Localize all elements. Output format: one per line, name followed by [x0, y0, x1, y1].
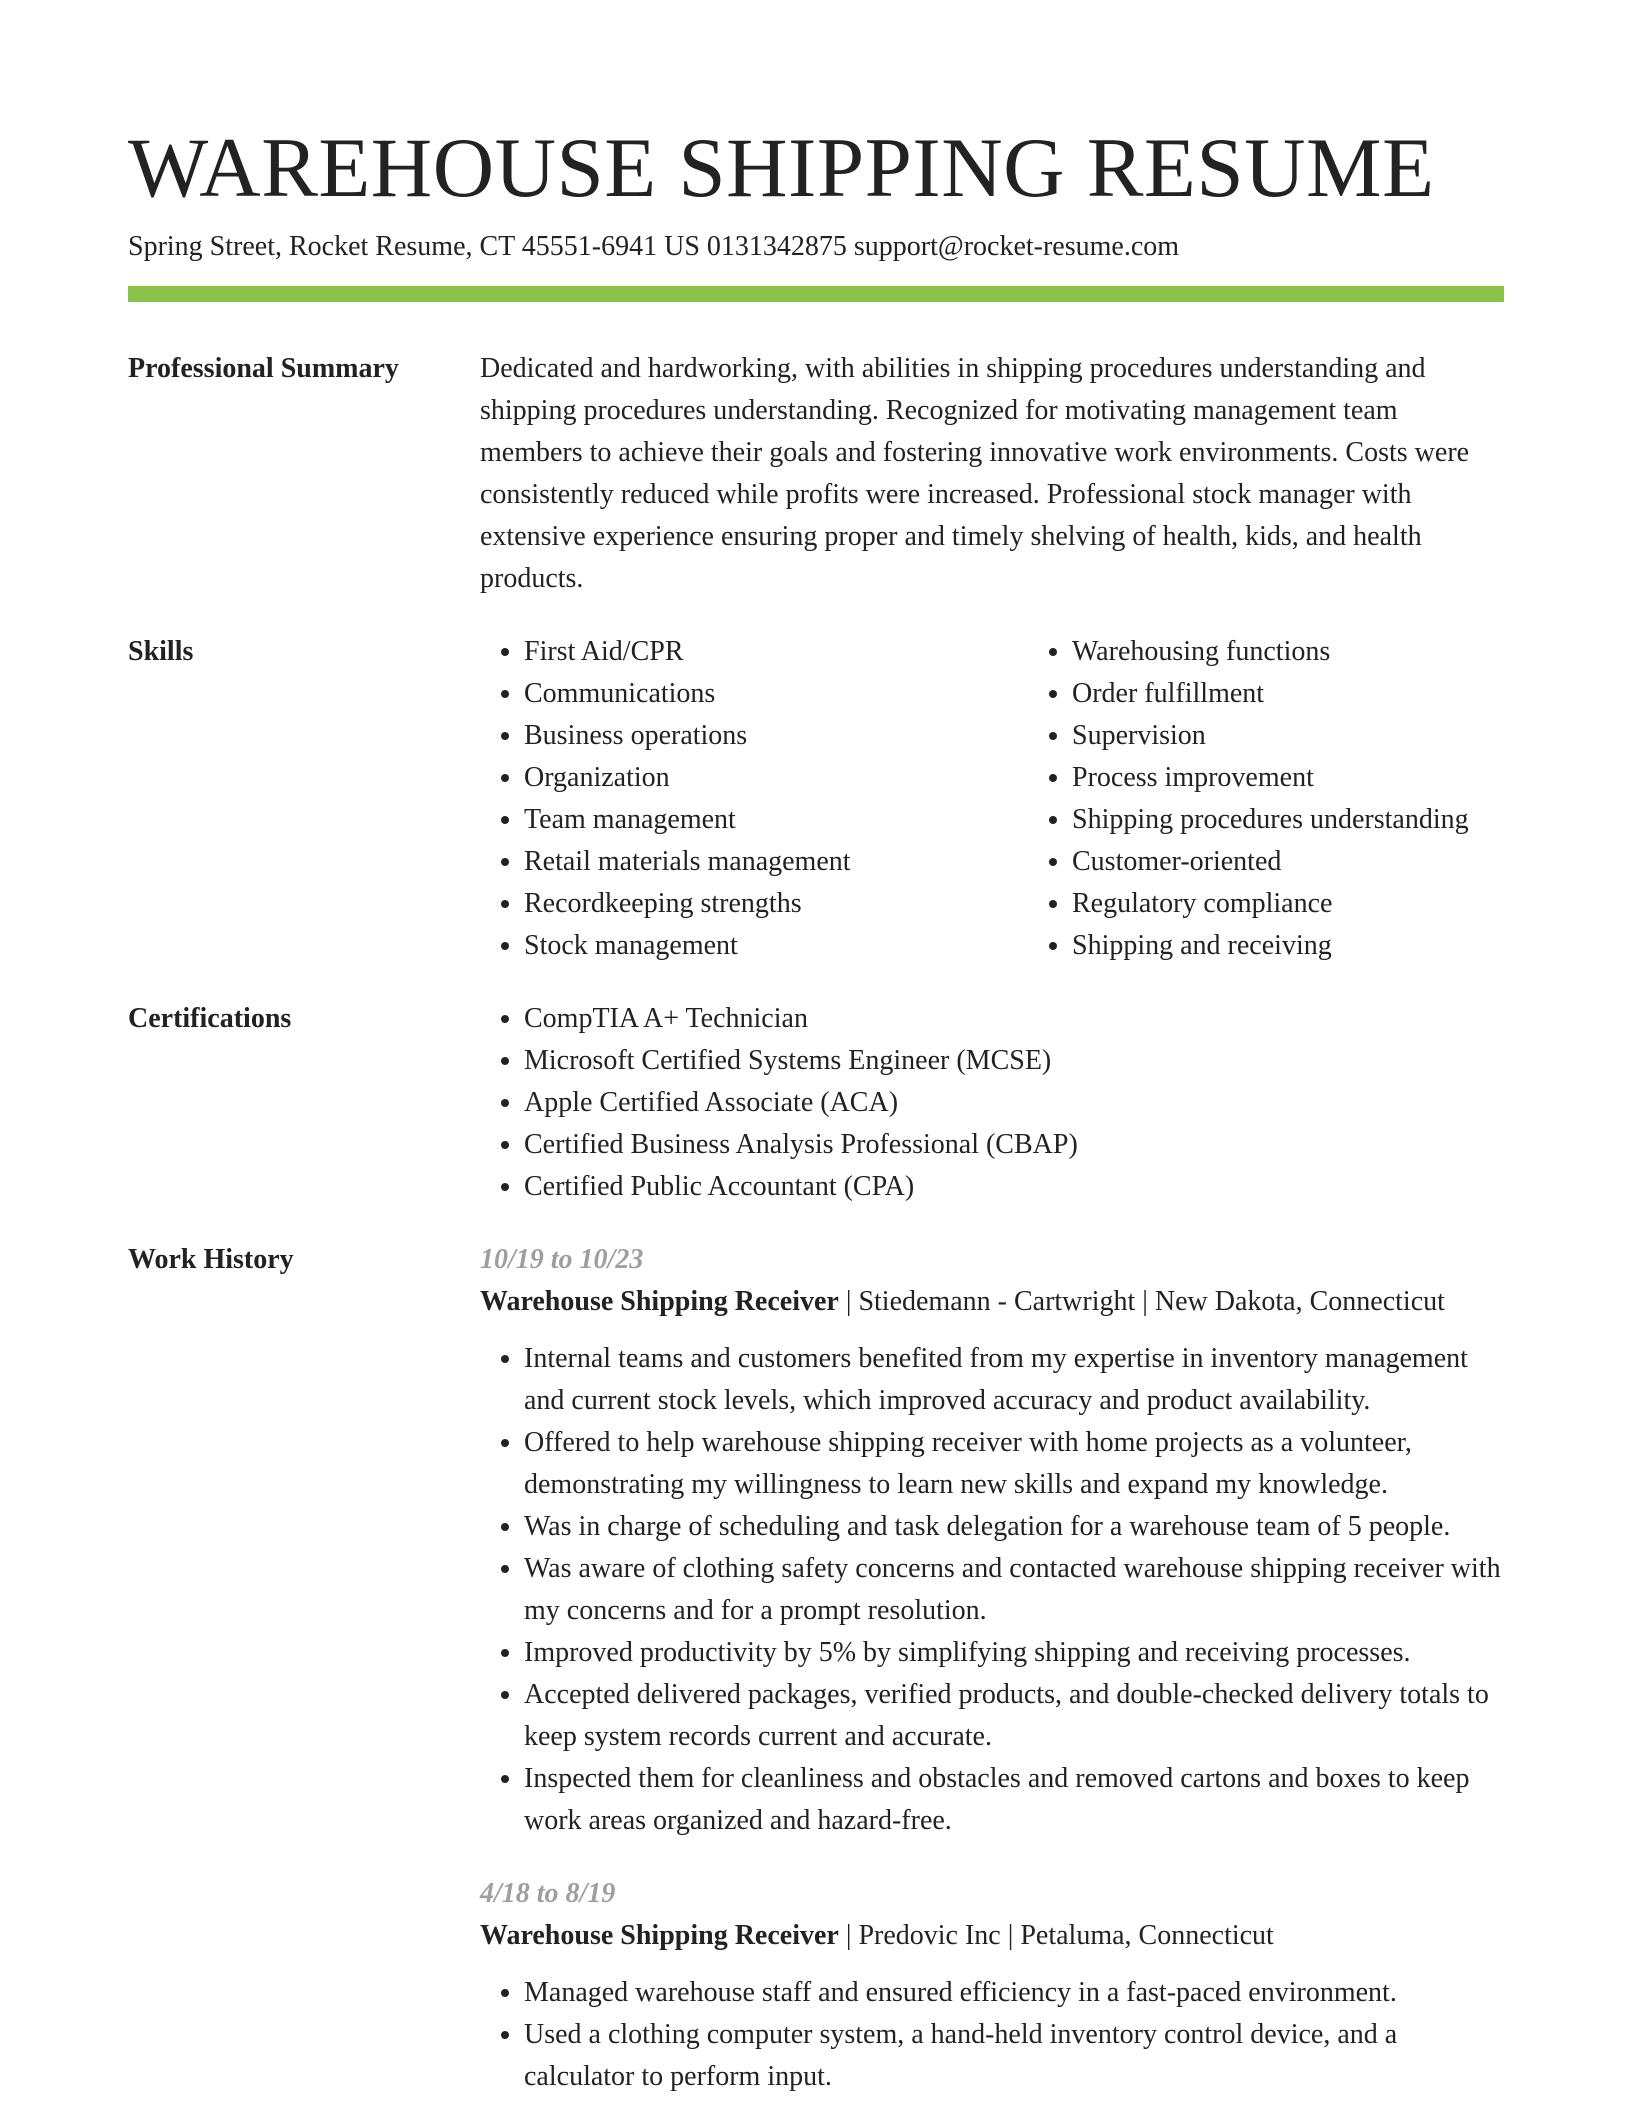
- summary-text: [480, 348, 1504, 600]
- job-bullet: • Offered to help warehouse shipping receiver with home projects as a volunteer, demonstrating my willingness to learn new skills and expand my knowledge.: [524, 1422, 1504, 1506]
- certifications-heading: Certifications: [128, 1003, 292, 1034]
- job-company-location: | Predovic Inc | Petaluma, Connecticut: [838, 1920, 1274, 1951]
- work-history-heading: Work History: [128, 1244, 294, 1275]
- summary-line: extensive experience ensuring proper and timely shelving of health, kids, and health: [480, 521, 1422, 552]
- job-entry: [480, 1873, 1504, 2098]
- certifications-section: [128, 998, 1504, 1208]
- summary-heading: Professional Summary: [128, 353, 399, 384]
- skill-item: • Retail materials management: [524, 841, 984, 883]
- skills-section: [128, 631, 1504, 967]
- summary-line: members to achieve their goals and fostering innovative work environments. Costs were: [480, 437, 1470, 468]
- job-title-line: [480, 1281, 1504, 1323]
- resume-header: [128, 118, 1504, 264]
- job-bullet: • Inspected them for cleanliness and obstacles and removed cartons and boxes to keep work areas organized and hazard-free.: [524, 1758, 1504, 1842]
- skills-grid: [480, 631, 1532, 967]
- skill-item: • Stock management: [524, 925, 984, 967]
- certification-item: • Apple Certified Associate (ACA): [524, 1082, 1504, 1124]
- contact-line: [128, 230, 1504, 264]
- contact-email: support@rocket-resume.com: [853, 231, 1180, 262]
- job-bullet: • Internal teams and customers benefited from my expertise in inventory management and current stock levels, which improved accuracy and product availability.: [524, 1338, 1504, 1422]
- skill-item: • Order fulfillment: [1072, 673, 1532, 715]
- job-entry: [480, 1239, 1504, 1842]
- work-history-section: [128, 1239, 1504, 2098]
- work-history-body: [480, 1239, 1504, 2098]
- contact-address: Spring Street, Rocket Resume, CT 45551-6941 US: [128, 231, 700, 262]
- job-bullet: • Was aware of clothing safety concerns and contacted warehouse shipping receiver with my concerns and for a prompt resolution.: [524, 1548, 1504, 1632]
- certification-item: • Certified Public Accountant (CPA): [524, 1166, 1504, 1208]
- job-bullets: [480, 1338, 1504, 1842]
- certifications-body: [480, 998, 1504, 1208]
- summary-line: consistently reduced while profits were increased. Professional stock manager with: [480, 479, 1412, 510]
- summary-section: [128, 348, 1504, 600]
- job-bullet: • Used a clothing computer system, a hand-held inventory control device, and a calculator to perform input.: [524, 2014, 1504, 2098]
- job-company-location: | Stiedemann - Cartwright | New Dakota, Connecticut: [838, 1286, 1445, 1317]
- skill-item: • Shipping and receiving: [1072, 925, 1532, 967]
- summary-line: Dedicated and hardworking, with abilities in shipping procedures understanding and: [480, 353, 1426, 384]
- certifications-list: [480, 998, 1504, 1208]
- job-position: Warehouse Shipping Receiver: [480, 1920, 839, 1951]
- skill-item: • Team management: [524, 799, 984, 841]
- skill-item: • Communications: [524, 673, 984, 715]
- skills-list-left: [480, 631, 984, 967]
- certification-item: • Microsoft Certified Systems Engineer (MCSE): [524, 1040, 1504, 1082]
- resume-content: [128, 348, 1504, 2098]
- job-bullet: • Managed warehouse staff and ensured efficiency in a fast-paced environment.: [524, 1972, 1504, 2014]
- skill-item: • Recordkeeping strengths: [524, 883, 984, 925]
- skill-item: • First Aid/CPR: [524, 631, 984, 673]
- job-bullet: • Was in charge of scheduling and task delegation for a warehouse team of 5 people.: [524, 1506, 1504, 1548]
- skill-item: • Customer-oriented: [1072, 841, 1532, 883]
- skill-item: • Warehousing functions: [1072, 631, 1532, 673]
- job-title-line: [480, 1915, 1504, 1957]
- certification-item: • CompTIA A+ Technician: [524, 998, 1504, 1040]
- contact-phone: 0131342875: [706, 231, 847, 262]
- job-dates: 4/18 to 8/19: [480, 1878, 616, 1909]
- skill-item: • Regulatory compliance: [1072, 883, 1532, 925]
- skill-item: • Process improvement: [1072, 757, 1532, 799]
- skill-item: • Supervision: [1072, 715, 1532, 757]
- accent-divider: [128, 286, 1504, 302]
- summary-line: products.: [480, 563, 584, 594]
- skill-item: • Shipping procedures understanding: [1072, 799, 1532, 841]
- skill-item: • Organization: [524, 757, 984, 799]
- job-bullet: • Improved productivity by 5% by simplifying shipping and receiving processes.: [524, 1632, 1504, 1674]
- resume-title: WAREHOUSE SHIPPING RESUME: [128, 121, 1435, 215]
- job-bullets: [480, 1972, 1504, 2098]
- job-bullet: • Accepted delivered packages, verified products, and double-checked delivery totals to keep system records current and accurate.: [524, 1674, 1504, 1758]
- certification-item: • Certified Business Analysis Professional (CBAP): [524, 1124, 1504, 1166]
- skills-heading: Skills: [128, 636, 194, 667]
- summary-line: shipping procedures understanding. Recognized for motivating management team: [480, 395, 1398, 426]
- job-dates: 10/19 to 10/23: [480, 1244, 644, 1275]
- skills-list-right: [1028, 631, 1532, 967]
- job-position: Warehouse Shipping Receiver: [480, 1286, 839, 1317]
- skill-item: • Business operations: [524, 715, 984, 757]
